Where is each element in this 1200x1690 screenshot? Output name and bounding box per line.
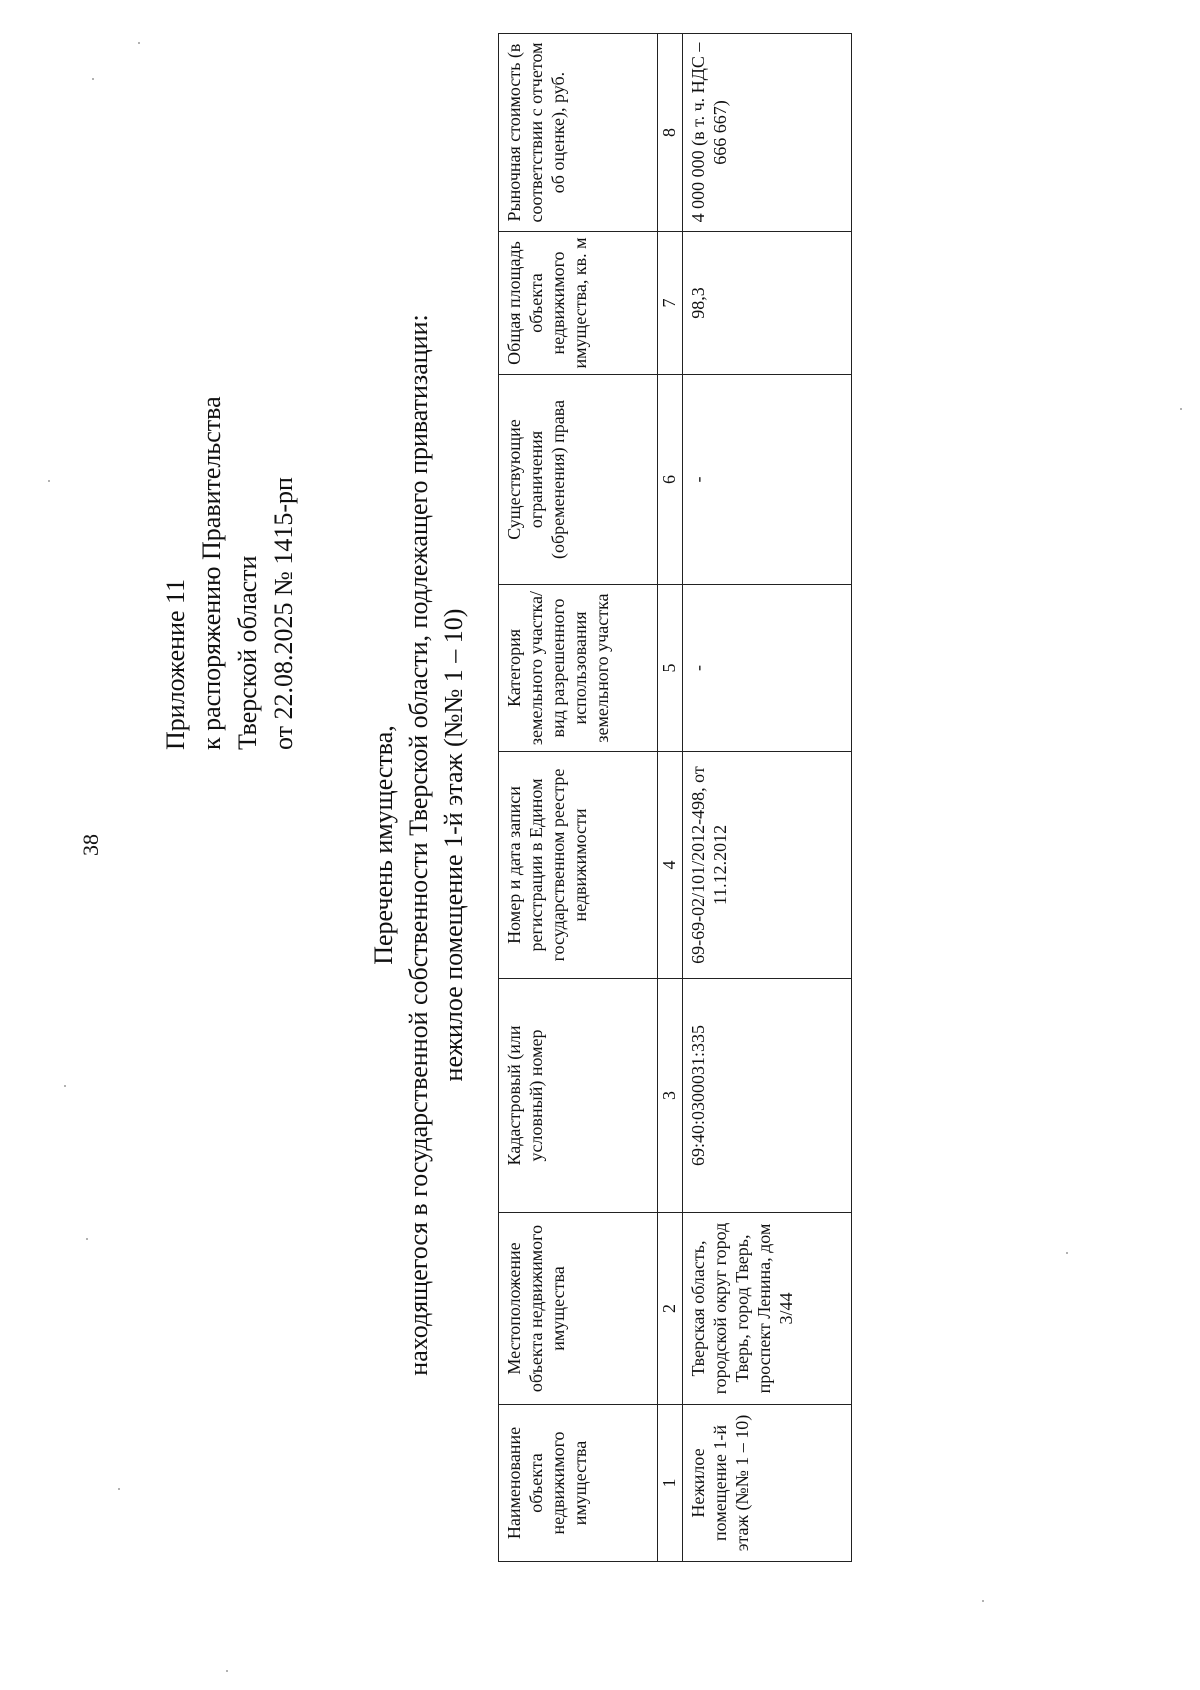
table-header-row	[499, 34, 658, 1562]
column-number-cell: 6	[658, 375, 683, 585]
scan-speck	[92, 78, 94, 80]
encumbrances-cell: -	[683, 375, 852, 585]
object-name-cell: Нежилое помещение 1-й этаж (№№ 1 – 10)	[683, 1405, 852, 1562]
market-value-cell: 4 000 000 (в т. ч. НДС – 666 667)	[683, 34, 852, 232]
table-row	[683, 34, 852, 1562]
header-cell: Рыночная стоимость (в соответствии с отчетом об оценке), руб.	[499, 34, 658, 232]
appendix-line: Тверской области	[233, 555, 262, 750]
column-number-row	[658, 34, 683, 1562]
column-number-cell: 4	[658, 752, 683, 979]
column-number-cell: 8	[658, 34, 683, 232]
location-cell: Тверская область, городской округ город Тверь, город Тверь, проспект Ленина, дом 3/44	[683, 1213, 852, 1405]
scan-speck	[64, 1085, 66, 1087]
appendix-line: к распоряжению Правительства	[197, 396, 226, 750]
scan-speck	[982, 1600, 984, 1602]
title-line: Перечень имущества,	[369, 725, 398, 965]
header-cell: Местоположение объекта недвижимого имущества	[499, 1213, 658, 1405]
header-cell: Категория земельного участка/вид разрешенного использования земельного участка	[499, 585, 658, 752]
scan-speck	[48, 480, 50, 482]
property-table	[498, 33, 852, 1562]
title-line: находящегося в государственной собственности Тверской области, подлежащего приватизации:	[404, 314, 433, 1376]
column-number-cell: 3	[658, 979, 683, 1213]
scan-speck	[1180, 408, 1182, 410]
column-number-cell: 5	[658, 585, 683, 752]
page-number: 38	[78, 834, 103, 856]
column-number-cell: 7	[658, 232, 683, 375]
cadastral-number-cell: 69:40:0300031:335	[683, 979, 852, 1213]
appendix-block	[158, 396, 302, 750]
header-cell: Наименование объекта недвижимого имущества	[499, 1405, 658, 1562]
scan-speck	[86, 1238, 88, 1240]
column-number-cell: 1	[658, 1405, 683, 1562]
area-cell: 98,3	[683, 232, 852, 375]
title-line: нежилое помещение 1-й этаж (№№ 1 – 10)	[439, 608, 468, 1082]
scan-speck	[118, 1488, 120, 1490]
column-number-cell: 2	[658, 1213, 683, 1405]
land-category-cell: -	[683, 585, 852, 752]
header-cell: Существующие ограничения (обременения) права	[499, 375, 658, 585]
scan-speck	[1066, 1252, 1068, 1254]
appendix-line: от 22.08.2025 № 1415-рп	[269, 477, 298, 750]
registration-cell: 69-69-02/101/2012-498, от 11.12.2012	[683, 752, 852, 979]
header-cell: Общая площадь объекта недвижимого имущества, кв. м	[499, 232, 658, 375]
header-cell: Номер и дата записи регистрации в Едином государственном реестре недвижимости	[499, 752, 658, 979]
appendix-line: Приложение 11	[161, 578, 190, 750]
header-cell: Кадастровый (или условный) номер	[499, 979, 658, 1213]
scan-speck	[138, 42, 140, 44]
scan-speck	[226, 1670, 228, 1672]
document-title	[366, 0, 471, 1690]
